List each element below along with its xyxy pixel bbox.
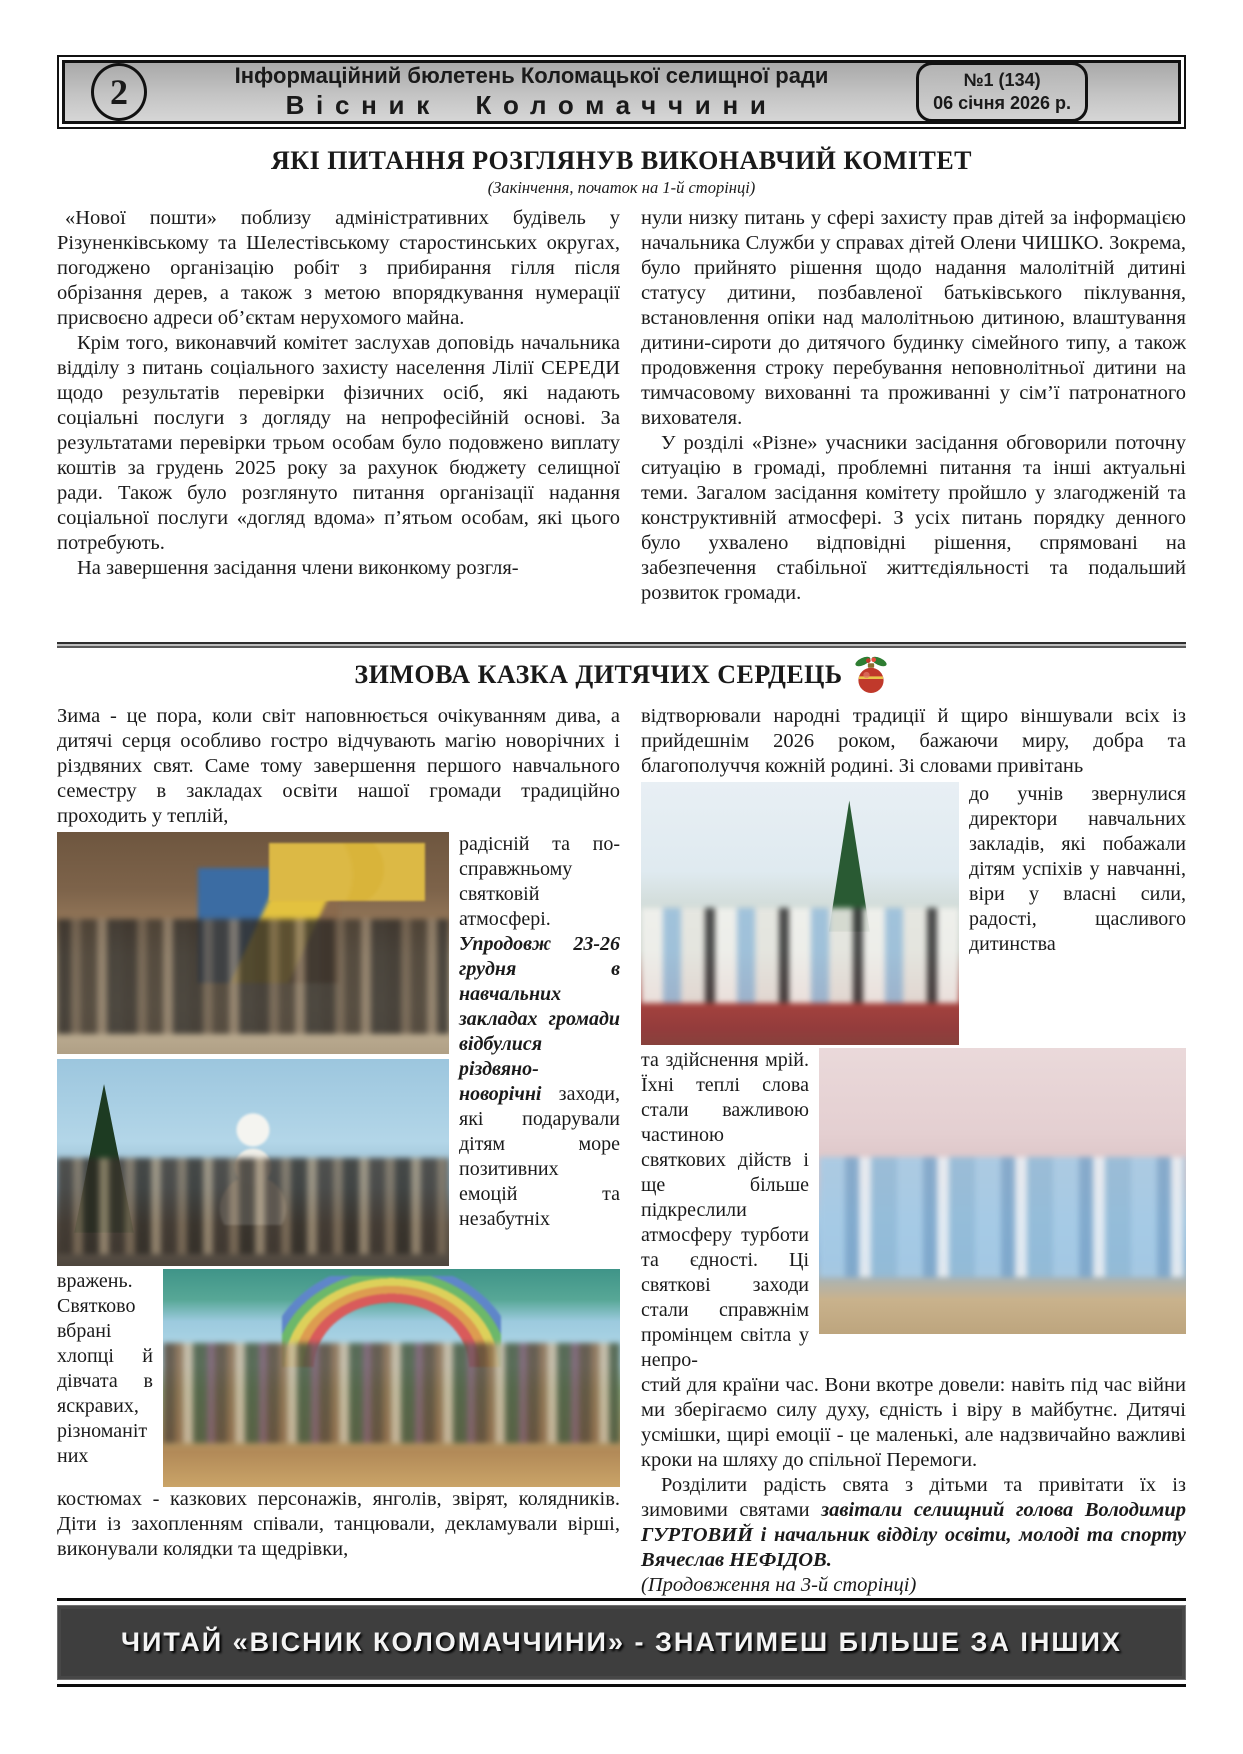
- paragraph: відтворювали народні традиції й щиро віншували всіх із прийдешнім 2026 роком, бажаючи миру, добра та благополуччя кожній родині. Зі словами привітань: [641, 705, 1186, 777]
- photo-gym-rainbow-assembly: [163, 1269, 620, 1487]
- article1-right-column: [641, 206, 1186, 606]
- paragraph: На завершення засідання члени виконкому розгля-: [77, 557, 519, 579]
- footer-band: [57, 1598, 1186, 1687]
- article1-subtitle: (Закінчення, початок на 1-й сторінці): [487, 178, 756, 197]
- masthead-inner: [62, 60, 1181, 124]
- paragraph: нули низку питань у сфері захисту прав дітей за інформацією начальника Служби у справах дітей Олени ЧИШКО. Зокрема, було прийнято рішення щодо надання малолітній дитині статусу дитини, позбавленої батьківського піклування, встановлення опіки над малолітньою дитиною, влаштування дитини-сироти до дитячого будинку сімейного типу, а також продовження строку перебування неповнолітньої дитини на тимчасовому вихованні та проживанні у сім’ї патронатного вихователя.: [641, 207, 1186, 429]
- text-run-bold: Упродовж 23-26 грудня в навчальних закладах громади відбулися різдвяно-новорічні: [459, 933, 620, 1105]
- article-executive-committee: [57, 146, 1186, 606]
- issue-box: [916, 62, 1088, 123]
- article1-left-column: [57, 206, 620, 606]
- page-number-badge: [91, 63, 147, 121]
- balloons-2026: [269, 843, 426, 901]
- photo-stack: [57, 832, 449, 1266]
- continuation-note: (Продовження на 3-й сторінці): [641, 1574, 917, 1596]
- text-run: заходи, які подарували дітям море позитивних емоцій та незабутніх: [459, 1083, 620, 1230]
- text-run: Розділити радість свята з дітьми та привітати їх із зимовими святами: [641, 1474, 1186, 1521]
- issue-date: 06 січня 2026 р.: [933, 93, 1071, 113]
- paragraph: У розділі «Різне» учасники засідання обговорили поточну ситуацію в громаді, проблемні питання та інші актуальні теми. Загалом засідання комітету пройшло у злагодженій та конструктивній атмосфері. З усіх питань порядку денного було ухвалено відповідні рішення, спрямовані на забезпечення стабільної життєдіяльності та подальший розвиток громади.: [641, 432, 1186, 604]
- page-number: 2: [110, 72, 128, 112]
- footer-inner: [57, 1605, 1186, 1680]
- paragraph: «Нової пошти» поблизу адміністративних будівель у Різуненківському та Шелестівському старостинських округах, погоджено організацію робіт з прибирання гілля після обрізання дерев, а також з метою впорядкування нумерації присвоєно адреси об’єктам нерухомого майна.: [57, 207, 620, 329]
- photo-girls-blue-dresses: [819, 1048, 1186, 1334]
- newspaper-name: Вісник Коломаччини: [285, 89, 778, 120]
- photo-winter-backdrop-group: [57, 1059, 449, 1266]
- photo-crowd: [57, 1158, 449, 1253]
- bulletin-subtitle: Інформаційний бюлетень Коломацької селищної ради: [234, 63, 829, 89]
- photo-children-2026-balloons: [57, 832, 449, 1054]
- paragraph: [459, 832, 620, 1232]
- photo-children: [819, 1157, 1186, 1277]
- article2-side-column: [57, 1269, 153, 1487]
- paragraph: Зима - це пора, коли світ наповнюється очікуванням дива, а дитячі серця особливо гостро відчувають магію новорічних і різдвяних свят. Саме тому завершення першого навчального семестру в закладах освіти нашої громади традиційно проходить у теплій,: [57, 705, 620, 827]
- text-run: радісній та по-справжньому святковій атмосфері.: [459, 833, 620, 930]
- paragraph: стий для країни час. Вони вкотре довели: навіть під час війни ми зберігаємо силу духу, єдність і віру в майбутнє. Дитячі усмішки, щирі емоції - це маленькі, але надзвичайно важливі кроки на шляху до спільної Перемоги.: [641, 1374, 1186, 1471]
- article2-narrow-column: [459, 832, 620, 1266]
- photo-children: [641, 908, 959, 1003]
- masthead: [57, 55, 1186, 129]
- paragraph: костюмах - казкових персонажів, янголів, звірят, колядників. Діти із захопленням співали, танцювали, декламували вірші, виконували колядки та щедрівки,: [57, 1488, 620, 1560]
- article2-title: ЗИМОВА КАЗКА ДИТЯЧИХ СЕРДЕЦЬ: [354, 660, 843, 689]
- paragraph: до учнів звернулися директори навчальних закладів, які побажали дітям успіхів у навчанні, віри у власні сили, радості, щасливого дитинства: [969, 783, 1186, 955]
- article1-title: ЯКІ ПИТАННЯ РОЗГЛЯНУВ ВИКОНАВЧИЙ КОМІТЕТ: [270, 146, 972, 175]
- paragraph: вражень. Святково вбрані хлопці й дівчата в яскравих, різноманітних: [57, 1270, 153, 1467]
- footer-slogan: ЧИТАЙ «ВІСНИК КОЛОМАЧЧИНИ» - ЗНАТИМЕШ БІЛЬШЕ ЗА ІНШИХ: [121, 1627, 1122, 1657]
- masthead-center: [147, 63, 916, 120]
- article2-narrow-column-right: [969, 782, 1186, 1045]
- article-divider: [57, 642, 1186, 648]
- article2-right-column: [641, 704, 1186, 1598]
- photo-crowd: [57, 919, 449, 1034]
- text-run-bold: завітали селищний голова Володимир ГУРТОВИЙ і начальник відділу освіти, молоді та спорту Вячеслав НЕФІДОВ.: [641, 1499, 1186, 1571]
- photo-crowd: [163, 1343, 620, 1443]
- photo-kindergarten-celebration: [641, 782, 959, 1045]
- article2-left-column: [57, 704, 620, 1598]
- article-winter-tale: [57, 654, 1186, 1598]
- article2-narrow-column-mid: [641, 1048, 809, 1373]
- paragraph: [641, 1473, 1186, 1573]
- issue-number: №1 (134): [963, 69, 1041, 90]
- paragraph: Крім того, виконавчий комітет заслухав доповідь начальника відділу з питань соціального захисту населення Лілії СЕРЕДИ щодо результатів перевірки фізичних осіб, які надають соціальні послуги з догляду на непрофесійній основі. За результатами перевірки трьом особам було подовжено виплату коштів за грудень 2025 року за рахунок бюджету селищної ради. Також було розглянуто питання організації надання соціальної послуги «догляд вдома» п’ятьом особам, які цього потребують.: [57, 332, 620, 554]
- paragraph: та здійснення мрій. Їхні теплі слова стали важливою частиною святкових дійств і ще більше підкреслили атмосферу турботи та єдності. Ці святкові заходи стали справжнім промінцем світла у непро-: [641, 1049, 809, 1371]
- christmas-ornament-icon: [853, 654, 889, 696]
